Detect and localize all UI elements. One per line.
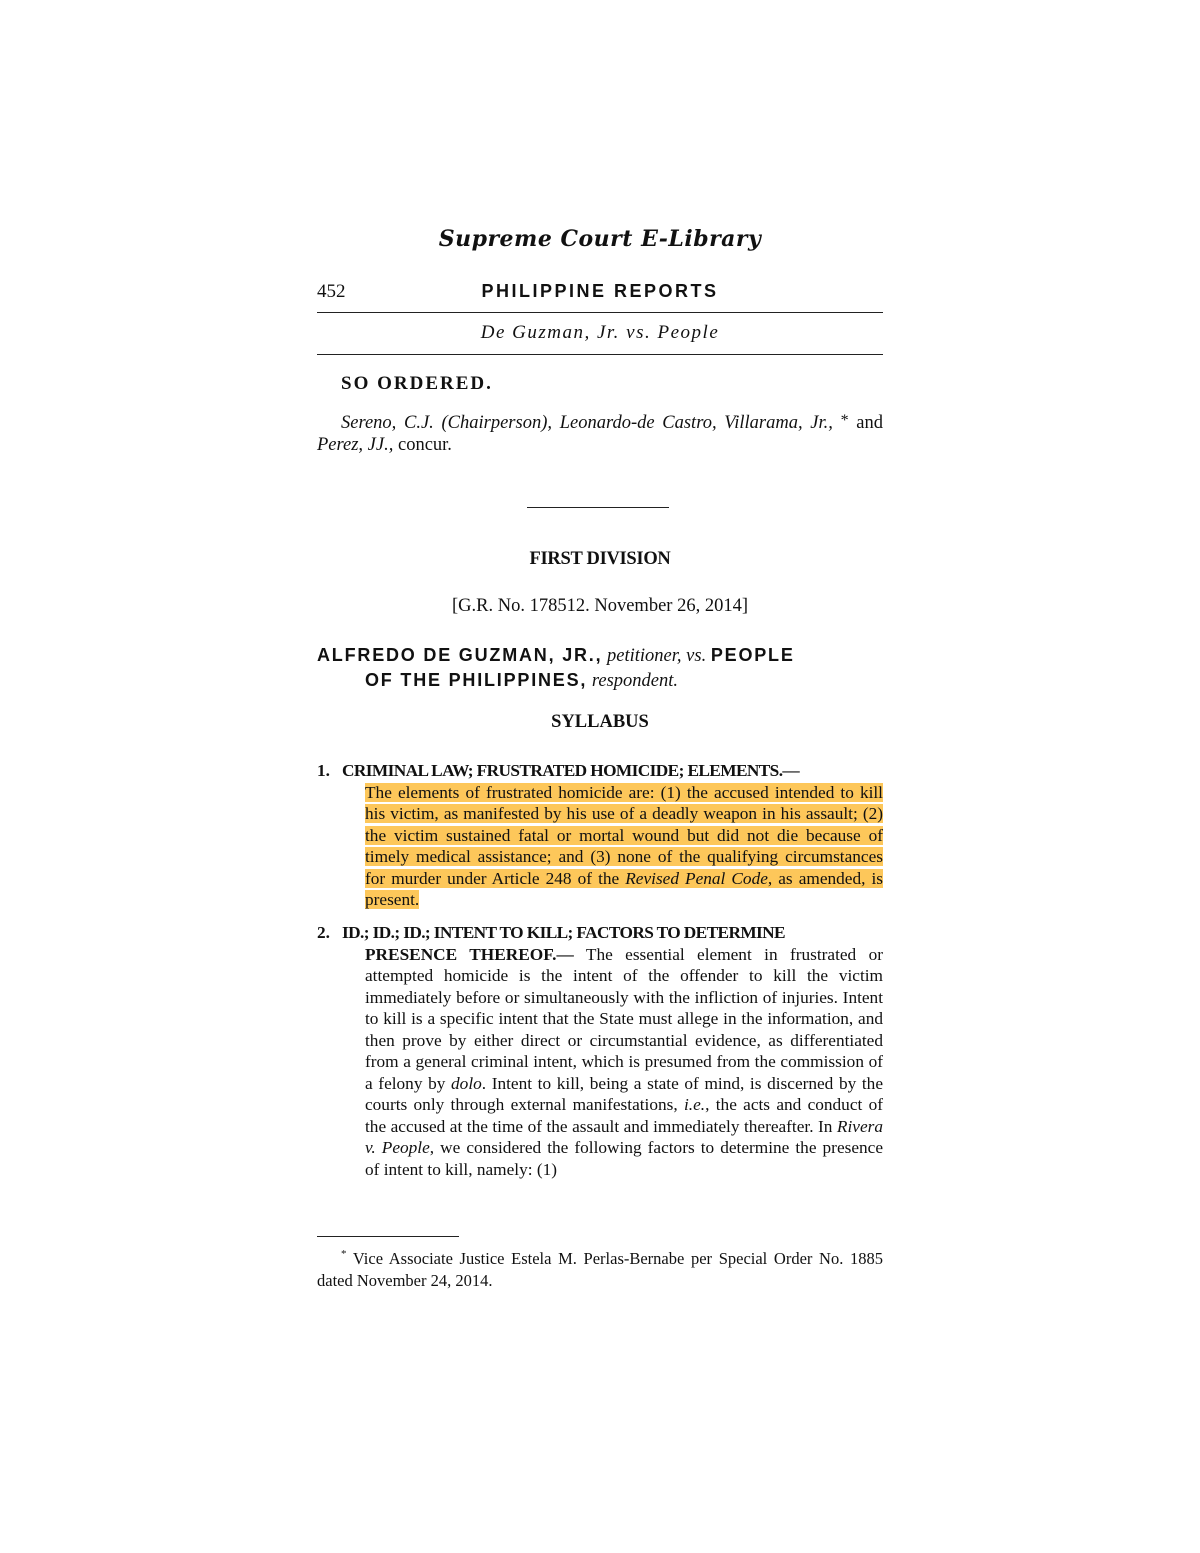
item-text: The essential element in frustrated or attempted homicide is the intent of the offender to kill the victim immediately before or simultaneously with the infliction of injuries. Intent to kill is a specific intent that the State must allege in the information, and then prove by either direct or circumstantial evidence, as differentiated from a general criminal intent, which is presumed from the commission of a felony by (365, 944, 883, 1093)
concur-names-2: Perez, JJ., (317, 435, 394, 455)
item-text: , the acts and conduct of the accused at the time of the assault and immediately thereafter. In (365, 1095, 883, 1136)
concur-tail: concur. (397, 435, 452, 455)
library-watermark: Supreme Court E-Library (438, 226, 762, 252)
item-italic: i.e. (684, 1095, 706, 1114)
highlighted-text: The elements of frustrated homicide are: (1) the accused intended to kill his victim, as manifested by his use of a deadly weapon in his assault; (2) the victim sustained fatal or mortal wound but did not die because of timely medical assistance; and (3) none of the qualifying circumstances for murder under Article 248 of the (365, 782, 883, 888)
petitioner-role: petitioner, (607, 646, 682, 666)
concurrence (317, 410, 883, 456)
so-ordered: SO ORDERED. (341, 373, 493, 394)
item-heading: CRIMINAL LAW; FRUSTRATED HOMICIDE; ELEMENTS.— (342, 761, 800, 780)
highlighted-tail: , as amended, is present. (365, 868, 883, 909)
running-head (317, 281, 883, 305)
item-number: 1. (317, 761, 330, 780)
item-text: . Intent to kill, being a state of mind, is discerned by the courts only through external manifestations, (365, 1073, 883, 1114)
item-number: 2. (317, 923, 330, 942)
item-body-highlighted (365, 782, 883, 911)
page-number: 452 (317, 281, 346, 302)
item-text: , we considered the following factors to determine the presence of intent to kill, namely: (1) (365, 1138, 883, 1179)
item-body (365, 944, 883, 1181)
versus: vs. (686, 646, 707, 666)
footnote-mark: * (341, 1248, 347, 1260)
section-divider (527, 507, 669, 508)
footnote (317, 1243, 883, 1292)
syllabus-heading: SYLLABUS (551, 712, 649, 732)
respondent-name-2: OF THE PHILIPPINES, (365, 670, 588, 690)
item-italic: Rivera v. People (365, 1116, 883, 1157)
petitioner-name: ALFREDO DE GUZMAN, JR., (317, 645, 603, 665)
item-italic: dolo (451, 1073, 482, 1093)
syllabus-item (317, 922, 883, 1180)
respondent-role: respondent. (591, 671, 679, 691)
syllabus-item (317, 760, 883, 911)
respondent-name-1: PEOPLE (710, 645, 795, 665)
case-title-header: De Guzman, Jr. vs. People (480, 322, 720, 343)
footnote-rule (317, 1236, 459, 1237)
concur-and: and (856, 413, 883, 433)
concur-star: * (840, 412, 849, 429)
item-heading-cont: PRESENCE THEREOF.— (365, 944, 574, 964)
case-parties (317, 643, 883, 693)
footnote-text: Vice Associate Justice Estela M. Perlas-Bernabe per Special Order No. 1885 dated November 24, 2014. (317, 1249, 883, 1290)
concur-names-1: Sereno, C.J. (Chairperson), Leonardo-de Castro, Villarama, Jr., (341, 413, 833, 433)
highlighted-italic: Revised Penal Code (625, 868, 768, 888)
division-heading: FIRST DIVISION (529, 549, 671, 569)
gr-number: [G.R. No. 178512. November 26, 2014] (452, 596, 748, 616)
item-heading: ID.; ID.; ID.; INTENT TO KILL; FACTORS TO DETERMINE (342, 923, 785, 942)
header-rule-top (317, 312, 883, 313)
series-title: PHILIPPINE REPORTS (481, 281, 719, 301)
header-rule-bottom (317, 354, 883, 355)
